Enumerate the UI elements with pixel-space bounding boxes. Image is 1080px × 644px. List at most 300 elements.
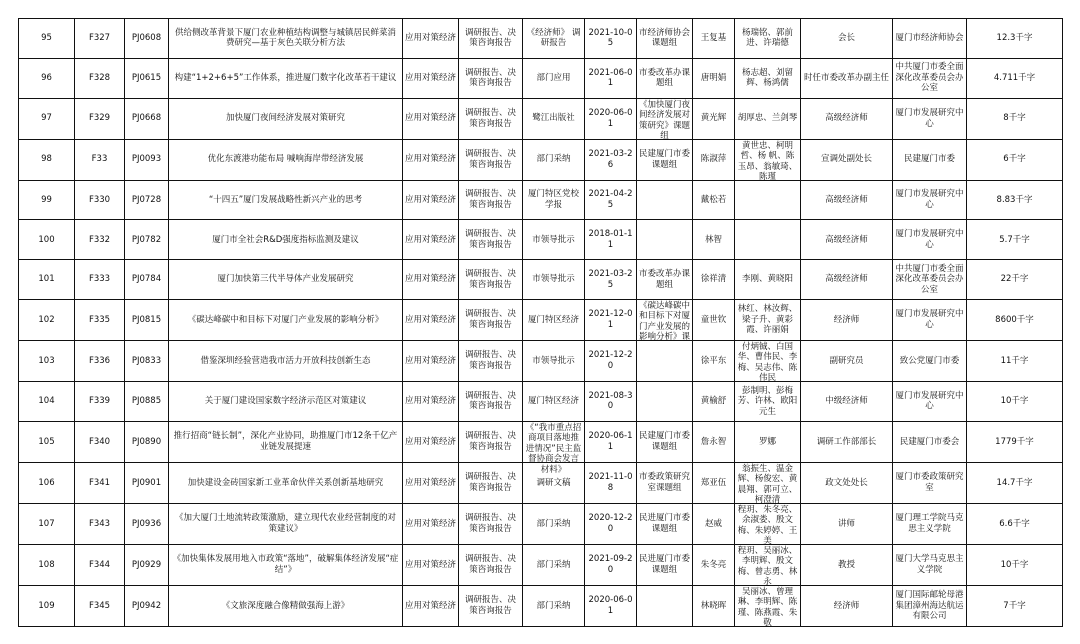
organization-text: 厦门大学马克思主义学院 (895, 554, 964, 575)
source-cell (523, 299, 585, 340)
source-cell (523, 260, 585, 300)
row-number-cell (19, 220, 75, 260)
project-id-cell (125, 98, 169, 139)
lead-author-cell (693, 544, 735, 585)
project-id-text: PJ0885 (131, 396, 162, 407)
project-id-cell (125, 585, 169, 626)
date-cell (585, 340, 637, 381)
organization-text: 厦门市发展研究中心 (895, 189, 964, 210)
field-cell (403, 19, 459, 59)
organization-cell (893, 260, 967, 300)
type-cell (459, 58, 523, 98)
title-text: 加快厦门夜间经济发展对策研究 (225, 113, 345, 124)
members-cell (735, 19, 801, 59)
title-text: 推行招商“链长制”，深化产业协同，助推厦门市12条千亿产业链发展提速 (173, 431, 398, 452)
project-id-text: PJ0833 (131, 355, 162, 366)
title-text: 借鉴深圳经验营造我市活力开放科技创新生态 (200, 355, 371, 366)
title-text: 《加大厦门土地流转政策激励，建立现代农业经营制度的对策建议》 (174, 513, 396, 534)
lead-author-text: 朱冬亮 (700, 559, 727, 570)
date-text: 2021-03-25 (588, 269, 633, 290)
lead-author-cell (693, 139, 735, 180)
position-cell (801, 503, 893, 544)
date-text: 2020-12-20 (588, 513, 633, 534)
title-text: 《加快集体发展用地入市政策“落地”，破解集体经济发展“症结”》 (172, 554, 399, 575)
word-count-cell (967, 139, 1063, 180)
title-text: 关于厦门建设国家数字经济示范区对策建议 (204, 396, 367, 407)
organization-cell (893, 220, 967, 260)
code-cell (75, 462, 125, 503)
position-text: 副研究员 (829, 355, 864, 366)
date-cell (585, 381, 637, 421)
code-text: F329 (88, 113, 111, 124)
organization-text: 厦门理工学院马克思主义学院 (895, 513, 964, 534)
word-count-cell (967, 462, 1063, 503)
project-id-cell (125, 58, 169, 98)
source-text: 部门采纳 (536, 600, 571, 611)
field-cell (403, 260, 459, 300)
members-text: 黄世忠、柯明哲、杨 帆、陈玉昂、翁敏琦、陈瑾 (737, 140, 798, 183)
source-cell (523, 139, 585, 180)
members-cell (735, 139, 801, 183)
organization-text: 中共厦门市委全面深化改革委员会办公室 (895, 62, 964, 94)
table-row (19, 544, 1063, 585)
unit-text: 民进厦门市委课题组 (639, 554, 691, 575)
field-cell (403, 58, 459, 98)
word-count-text: 10千字 (1000, 396, 1029, 407)
type-cell (459, 98, 523, 139)
members-text: 程玥、朱冬亮、余淑娄、殷文梅、朱婷婷、王美 (737, 504, 798, 547)
members-text: 胡厚忠、兰剑琴 (737, 113, 798, 124)
title-text: 《文旅深度融合像精做强海上游》 (221, 600, 350, 611)
organization-cell (893, 139, 967, 180)
lead-author-text: 林晓晖 (700, 600, 727, 611)
word-count-text: 22千字 (1000, 274, 1029, 285)
members-text: 林红、林汝辉、梁子升、黄彩霞、许丽娟 (737, 304, 798, 336)
unit-cell (637, 220, 693, 260)
word-count-text: 14.7千字 (996, 477, 1033, 488)
row-number-text: 104 (38, 396, 55, 407)
title-cell (169, 585, 403, 626)
lead-author-text: 黄光辉 (700, 113, 727, 124)
unit-text: 《碳达峰碳中和目标下对厦门产业发展的影响分析》课 (639, 300, 691, 343)
word-count-text: 8.83千字 (996, 194, 1033, 205)
field-cell (403, 462, 459, 503)
title-cell (169, 180, 403, 220)
title-cell (169, 462, 403, 503)
position-cell (801, 340, 893, 381)
table-row (19, 98, 1063, 139)
members-text: 杨志超、刘留辉、杨鸿儒 (741, 67, 793, 89)
date-cell (585, 19, 637, 59)
members-cell (735, 180, 801, 220)
row-number-cell (19, 180, 75, 220)
lead-author-text: 赵威 (704, 518, 722, 529)
type-cell (459, 340, 523, 381)
source-cell (523, 585, 585, 626)
row-number-cell (19, 503, 75, 544)
source-cell (523, 340, 585, 381)
organization-cell (893, 58, 967, 98)
type-cell (459, 503, 523, 544)
table-row (19, 340, 1063, 381)
type-cell (459, 19, 523, 59)
type-text: 调研报告、决策咨询报告 (464, 513, 516, 534)
unit-cell (637, 299, 693, 343)
members-cell (735, 98, 801, 139)
table-row (19, 421, 1063, 462)
row-number-text: 107 (38, 518, 55, 529)
field-text: 应用对策经济 (405, 396, 457, 407)
position-cell (801, 180, 893, 220)
lead-author-cell (693, 585, 735, 626)
title-cell (169, 340, 403, 381)
project-id-text: PJ0929 (131, 559, 162, 570)
code-cell (75, 381, 125, 421)
row-number-cell (19, 381, 75, 421)
project-id-text: PJ0942 (131, 600, 162, 611)
field-cell (403, 503, 459, 544)
position-text: 调研工作部部长 (816, 436, 877, 447)
organization-cell (893, 544, 967, 585)
members-text: 杨瑞铭、郭前进、许瑞德 (741, 27, 793, 49)
type-text: 调研报告、决策咨询报告 (464, 189, 516, 210)
organization-text: 厦门市经济师协会 (895, 33, 964, 44)
title-cell (169, 299, 403, 340)
unit-cell (637, 421, 693, 462)
row-number-text: 95 (41, 33, 52, 44)
field-cell (403, 139, 459, 180)
date-cell (585, 260, 637, 300)
unit-cell (637, 260, 693, 300)
field-cell (403, 544, 459, 585)
position-text: 经济师 (833, 600, 860, 611)
row-number-text: 106 (38, 477, 55, 488)
field-text: 应用对策经济 (405, 113, 457, 124)
members-text: 翁振生、温金辉、杨俊宏、黄晨翔、郭可立、柯澄清 (737, 463, 798, 506)
field-cell (403, 381, 459, 421)
lead-author-text: 徐平东 (700, 355, 727, 366)
position-text: 高级经济师 (825, 274, 868, 285)
word-count-text: 8千字 (1003, 113, 1026, 124)
date-cell (585, 544, 637, 585)
row-number-cell (19, 340, 75, 381)
code-cell (75, 180, 125, 220)
organization-cell (893, 503, 967, 544)
unit-cell (637, 98, 693, 142)
unit-cell (637, 585, 693, 626)
field-text: 应用对策经济 (405, 33, 457, 44)
organization-text: 厦门市发展研究中心 (895, 390, 964, 412)
unit-text: 《加快厦门夜间经济发展对策研究》课题组 (639, 99, 691, 142)
organization-cell (893, 381, 967, 421)
position-text: 高级经济师 (825, 113, 868, 124)
row-number-text: 99 (41, 194, 52, 205)
members-cell (735, 381, 801, 421)
field-cell (403, 180, 459, 220)
row-number-cell (19, 585, 75, 626)
lead-author-cell (693, 381, 735, 421)
row-number-text: 109 (38, 600, 55, 611)
table-row (19, 299, 1063, 340)
type-text: 调研报告、决策咨询报告 (464, 595, 516, 616)
lead-author-cell (693, 462, 735, 503)
type-cell (459, 139, 523, 180)
word-count-text: 6千字 (1003, 154, 1026, 165)
title-text: 加快建设金砖国家新工业革命伙伴关系创新基地研究 (187, 477, 384, 488)
row-number-text: 98 (41, 154, 52, 165)
source-text: 厦门特区经济 (527, 314, 579, 325)
members-cell (735, 220, 801, 260)
organization-text: 厦门市发展研究中心 (895, 229, 964, 250)
field-text: 应用对策经济 (405, 436, 457, 447)
type-cell (459, 180, 523, 220)
unit-text: 市委政策研究室课题组 (639, 472, 691, 493)
unit-cell (637, 58, 693, 98)
field-cell (403, 299, 459, 340)
members-cell (735, 585, 801, 629)
organization-cell (893, 421, 967, 462)
organization-cell (893, 462, 967, 503)
unit-text: 民建厦门市委课题组 (639, 431, 691, 452)
date-text: 2021-10-05 (588, 27, 633, 49)
source-text: 《“我市重点招商项目落地推进情况”民主监督协商会发言材料》 (525, 422, 582, 475)
code-text: F336 (88, 355, 111, 366)
organization-text: 民建厦门市委会 (899, 436, 960, 447)
unit-text: 市经济师协会课题组 (639, 27, 691, 49)
position-text: 时任市委改革办副主任 (803, 72, 889, 83)
type-cell (459, 544, 523, 585)
position-text: 高级经济师 (825, 194, 868, 205)
table-row (19, 381, 1063, 421)
word-count-cell (967, 260, 1063, 300)
date-text: 2020-06-01 (588, 595, 633, 616)
field-text: 应用对策经济 (405, 154, 457, 165)
code-text: F340 (88, 436, 111, 447)
date-text: 2021-08-30 (588, 390, 633, 412)
position-text: 会长 (837, 33, 855, 44)
code-cell (75, 98, 125, 139)
date-cell (585, 585, 637, 626)
field-text: 应用对策经济 (405, 194, 457, 205)
organization-cell (893, 98, 967, 139)
source-text: 部门应用 (536, 72, 571, 83)
source-text: 部门采纳 (536, 154, 571, 165)
word-count-text: 10千字 (1000, 559, 1029, 570)
row-number-cell (19, 544, 75, 585)
word-count-cell (967, 585, 1063, 626)
title-cell (169, 98, 403, 139)
row-number-text: 108 (38, 559, 55, 570)
date-text: 2021-04-25 (588, 189, 633, 210)
source-cell (523, 220, 585, 260)
code-text: F33 (91, 154, 108, 165)
position-text: 政文处处长 (825, 477, 868, 488)
source-text: 鹭江出版社 (532, 113, 575, 124)
field-cell (403, 585, 459, 626)
date-cell (585, 98, 637, 139)
type-text: 调研报告、决策咨询报告 (464, 554, 516, 575)
source-cell (523, 503, 585, 544)
code-text: F344 (88, 559, 111, 570)
unit-text: 民进厦门市委课题组 (639, 513, 691, 534)
date-cell (585, 180, 637, 220)
position-cell (801, 462, 893, 503)
source-text: 市领导批示 (532, 355, 575, 366)
word-count-text: 4.711千字 (993, 72, 1036, 83)
lead-author-text: 陈淑萍 (700, 154, 727, 165)
lead-author-cell (693, 220, 735, 260)
date-text: 2020-06-11 (588, 431, 633, 452)
title-text: 构建“1+2+6+5”工作体系，推进厦门数字化改革若干建议 (174, 72, 397, 83)
position-cell (801, 585, 893, 626)
project-id-cell (125, 180, 169, 220)
word-count-cell (967, 180, 1063, 220)
type-cell (459, 260, 523, 300)
unit-cell (637, 180, 693, 220)
code-text: F332 (88, 234, 111, 245)
code-cell (75, 503, 125, 544)
code-cell (75, 585, 125, 626)
project-id-cell (125, 19, 169, 59)
title-text: 《碳达峰碳中和目标下对厦门产业发展的影响分析》 (187, 314, 384, 325)
lead-author-text: 王复基 (700, 33, 727, 44)
title-text: 厦门市全社会R&D强度指标监测及建议 (212, 234, 359, 245)
word-count-text: 11千字 (1000, 355, 1029, 366)
type-cell (459, 585, 523, 626)
organization-cell (893, 585, 967, 626)
organization-cell (893, 340, 967, 381)
lead-author-cell (693, 421, 735, 462)
organization-text: 厦门市发展研究中心 (895, 108, 964, 129)
word-count-text: 5.7千字 (999, 234, 1030, 245)
code-text: F339 (88, 396, 111, 407)
type-text: 调研报告、决策咨询报告 (464, 229, 516, 250)
code-cell (75, 299, 125, 340)
title-cell (169, 503, 403, 544)
date-text: 2021-11-08 (588, 472, 633, 493)
lead-author-cell (693, 340, 735, 381)
word-count-cell (967, 544, 1063, 585)
row-number-cell (19, 139, 75, 180)
title-cell (169, 544, 403, 585)
date-cell (585, 58, 637, 98)
code-cell (75, 421, 125, 462)
achievements-sheet (18, 18, 1063, 627)
members-text: 程玥、吴丽冰、李明辉、殷文梅、曾志勇、林永 (737, 545, 798, 588)
organization-cell (893, 180, 967, 220)
position-cell (801, 381, 893, 421)
type-text: 调研报告、决策咨询报告 (464, 431, 516, 452)
field-text: 应用对策经济 (405, 314, 457, 325)
members-text: 罗娜 (758, 436, 776, 447)
date-text: 2021-06-01 (588, 67, 633, 89)
row-number-cell (19, 462, 75, 503)
project-id-text: PJ0615 (131, 72, 162, 83)
organization-cell (893, 19, 967, 59)
title-text: “十四五”厦门发展战略性新兴产业的思考 (208, 194, 363, 205)
type-cell (459, 462, 523, 503)
title-cell (169, 19, 403, 59)
row-number-cell (19, 299, 75, 340)
source-text: 市领导批示 (532, 274, 575, 285)
project-id-text: PJ0728 (131, 194, 162, 205)
code-text: F327 (88, 33, 111, 44)
members-cell (735, 544, 801, 588)
lead-author-text: 戴松若 (700, 194, 727, 205)
word-count-cell (967, 19, 1063, 59)
organization-text: 致公党厦门市委 (899, 355, 960, 366)
type-cell (459, 421, 523, 462)
source-text: 《经济师》 调研报告 (526, 27, 581, 49)
members-cell (735, 299, 801, 340)
field-cell (403, 340, 459, 381)
row-number-text: 105 (38, 436, 55, 447)
project-id-cell (125, 260, 169, 300)
field-cell (403, 421, 459, 462)
source-cell (523, 58, 585, 98)
date-cell (585, 139, 637, 180)
lead-author-text: 唐明娟 (700, 72, 727, 83)
lead-author-cell (693, 19, 735, 59)
word-count-cell (967, 220, 1063, 260)
code-text: F333 (88, 274, 111, 285)
code-cell (75, 58, 125, 98)
title-cell (169, 421, 403, 462)
position-text: 中级经济师 (825, 396, 868, 407)
code-cell (75, 340, 125, 381)
word-count-cell (967, 58, 1063, 98)
type-cell (459, 381, 523, 421)
lead-author-text: 徐祥清 (700, 274, 727, 285)
position-cell (801, 299, 893, 340)
position-cell (801, 421, 893, 462)
field-text: 应用对策经济 (405, 274, 457, 285)
project-id-cell (125, 544, 169, 585)
lead-author-text: 郑亚伍 (700, 477, 727, 488)
field-text: 应用对策经济 (405, 355, 457, 366)
table-row (19, 139, 1063, 180)
position-text: 高级经济师 (825, 234, 868, 245)
date-cell (585, 299, 637, 340)
organization-text: 厦门市发展研究中心 (895, 309, 964, 330)
type-cell (459, 299, 523, 340)
word-count-text: 7千字 (1003, 600, 1026, 611)
project-id-text: PJ0668 (131, 113, 162, 124)
table-body (19, 19, 1063, 627)
word-count-cell (967, 421, 1063, 462)
source-cell (523, 381, 585, 421)
word-count-cell (967, 381, 1063, 421)
date-cell (585, 462, 637, 503)
title-cell (169, 220, 403, 260)
word-count-cell (967, 98, 1063, 139)
word-count-cell (967, 299, 1063, 340)
members-text: 吴丽冰、曾理琳、李明辉、陈瑾、陈燕霞、朱敬 (737, 586, 798, 629)
type-text: 调研报告、决策咨询报告 (464, 67, 516, 89)
project-id-text: PJ0936 (131, 518, 162, 529)
source-cell (523, 544, 585, 585)
type-text: 调研报告、决策咨询报告 (464, 350, 516, 371)
code-cell (75, 544, 125, 585)
title-cell (169, 139, 403, 180)
date-text: 2020-06-01 (588, 108, 633, 129)
code-text: F330 (88, 194, 111, 205)
title-cell (169, 260, 403, 300)
word-count-text: 1779千字 (995, 436, 1034, 447)
source-cell (523, 98, 585, 139)
date-cell (585, 421, 637, 462)
type-text: 调研报告、决策咨询报告 (464, 27, 516, 49)
